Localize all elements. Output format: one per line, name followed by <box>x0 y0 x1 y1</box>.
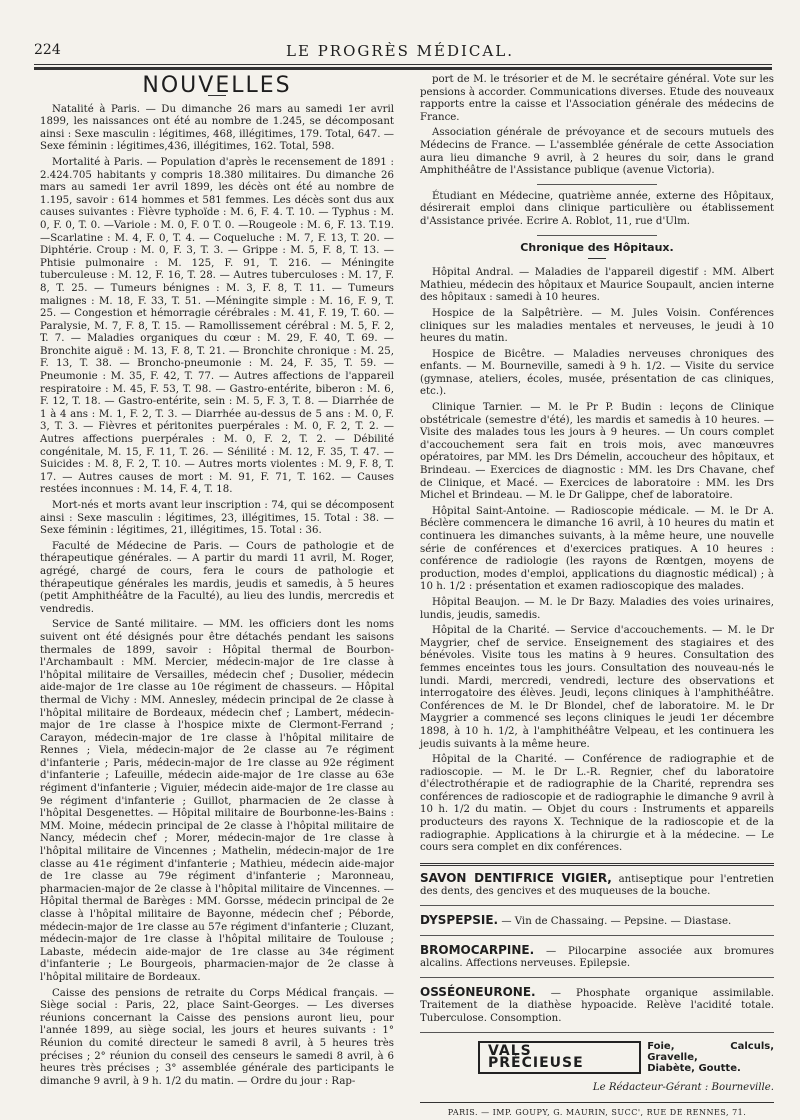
title-dash <box>588 258 606 259</box>
right-column <box>420 74 774 1118</box>
chronique-item: Clinique Tarnier. — M. le Pr P. Budin : leçons de Clinique obstétricale (semestre d'été), les mardis et samedis à 10 heures. — Visite des malades tous les jours à 9 heures. — Un cours complet d'accouchement sera fait en trois mois, avec manœuvres opératoires, par MM. les Drs Démelin, accoucheur des hôpitaux, et Brindeau. — Exercices de diagnostic : MM. les Drs Chavane, chef de Clinique, et Macé. — Exercices de laboratoire : MM. les Drs Michel et Brindeau. — M. le Dr Galippe, chef de laboratoire. <box>420 402 774 502</box>
ad-dyspepsie <box>420 914 774 936</box>
paragraph-natalite: Natalité à Paris. — Du dimanche 26 mars au samedi 1er avril 1899, les naissances ont été au nombre de 1.245, se décomposant ainsi : Sexe masculin : légitimes, 468, illégitimes, 179. Total, 647. — Sexe féminin : légitimes,436, illégitimes, 162. Total, 598. <box>40 103 394 153</box>
page-header <box>0 42 800 62</box>
chronique-item: Hôpital Beaujon. — M. le Dr Bazy. Maladies des voies urinaires, lundis, jeudis, samedis. <box>420 596 774 621</box>
redacteur-gerant: Le Rédacteur-Gérant : Bourneville. <box>592 1081 774 1093</box>
journal-title: LE PROGRÈS MÉDICAL. <box>286 42 514 60</box>
paragraph-mortalite: Mortalité à Paris. — Population d'après le recensement de 1891 : 2.424.705 habitants y compris 18.380 militaires. Du dimanche 26 mars au samedi 1er avril 1899, les décès ont été au nombre de 1.195, savoir : 614 hommes et 581 femmes. Les décès sont dus aux causes suivantes : Fièvre typhoïde : M. 6, F. 4. T. 10. — Typhus : M. 0, F. 0, T. 0. —Variole : M. 0, F. 0 T. 0. —Rougeole : M. 6, F. 13. T.19.—Scarlatine : M. 4, F. 0, T. 4. — Coqueluche : M. 7, F. 13, T. 20. — Diphtérie. Croup : M. 0, F. 3, T. 3. — Grippe : M. 5, F. 8, T. 13. — Phtisie pulmonaire : M. 125, F. 91, T. 216. — Méningite tuberculeuse : M. 12, F. 16, T. 28. — Autres tuberculoses : M. 17, F. 8, T. 25. — Tumeurs bénignes : M. 3, F. 8, T. 11. — Tumeurs malignes : M. 18, F. 33, T. 51. —Méningite simple : M. 16, F. 9, T. 25. — Congestion et hémorragie cérébrales : M. 41, F. 19, T. 60. — Paralysie, M. 7, F. 8, T. 15. — Ramollissement cérébral : M. 5, F. 2, T. 7. — Maladies organiques du cœur : M. 29, F. 40, T. 69. — Bronchite aiguë : M. 13, F. 8, T. 21. — Bronchite chronique : M. 25, F. 13, T. 38. — Broncho-pneumonie : M. 24, F. 35, T. 59. — Pneumonie : M. 35, F. 42, T. 77. — Autres affections de l'appareil respiratoire : M. 45, F. 53, T. 98. — Gastro-entérite, biberon : M. 6, F. 12, T. 18. — Gastro-entérite, sein : M. 5, F. 3, T. 8. — Diarrhée de 1 à 4 ans : M. 1, F. 2, T. 3. — Diarrhée au-dessus de 5 ans : M. 0, F. 3, T. 3. — Fièvres et péritonites puerpérales : M. 0, F. 2, T. 2. — Autres affections puerpérales : M. 0, F. 2, T. 2. — Débilité congénitale, M. 15, F. 11, T. 26. — Sénilité : M. 12, F. 35, T. 47. — Suicides : M. 8, F. 2, T. 10. — Autres morts violentes : M. 9, F. 8, T. 17. — Autres causes de mort : M. 91, F. 71, T. 162. — Causes restées inconnues : M. 14, F. 4, T. 18. <box>40 156 394 496</box>
header-rule-thick <box>34 67 772 70</box>
ad-name: BROMOCARPINE. <box>420 942 535 957</box>
chronique-item: Hôpital Saint-Antoine. — Radioscopie médicale. — M. le Dr A. Béclère commencera le dimanche 16 avril, à 10 heures du matin et continuera les dimanches suivants, à la même heure, une nouvelle série de conférences et d'exercices pratiques. A 10 heures : conférence de radiologie (les rayons de Rœntgen, moyens de production, modes d'emploi, applications du diagnostic médical) ; à 10 h. 1/2 : présentation et examen radioscopique des malades. <box>420 505 774 593</box>
ad-divider <box>420 1032 774 1033</box>
paragraph-continuation: port de M. le trésorier et de M. le secrétaire général. Vote sur les pensions à accorder. Communications diverses. Etude des nouveaux rapports entre la caisse et l'Association générale des médecins de France. <box>420 74 774 123</box>
vals-logo: VALS PRÉCIEUSE <box>478 1041 641 1074</box>
chronique-item: Hôpital de la Charité. — Conférence de radiographie et de radioscopie. — M. le Dr L.-R. Regnier, chef du laboratoire d'électrothérapie et de radiographie de la Charité, reprendra ses conférences de radioscopie et de radiographie le dimanche 9 avril à 10 h. 1/2 du matin. — Objet du cours : Instruments et appareils producteurs des rayons X. Technique de la radioscopie et de la radiographie. Applications à la chirurgie et à la médecine. — Le cours sera complet en dix conférences. <box>420 754 774 854</box>
ad-osseoneurone <box>420 986 774 1033</box>
vals-line2: Diabète, Goutte. <box>647 1062 741 1074</box>
ad-divider <box>420 905 774 906</box>
chronique-item: Hospice de Bicêtre. — Maladies nerveuses chroniques des enfants. — M. Bourneville, samedi à 9 h. 1/2. — Visite du service (gymnase, ateliers, écoles, musée, présentation de cas cliniques, etc.). <box>420 348 774 398</box>
separator <box>537 184 657 185</box>
ad-divider <box>420 935 774 936</box>
section-title: NOUVELLES <box>142 73 292 98</box>
ad-savon <box>420 872 774 906</box>
ad-name: SAVON DENTIFRICE VIGIER, <box>420 870 612 885</box>
paragraph-faculte: Faculté de Médecine de Paris. — Cours de pathologie et de thérapeutique générales. — A partir du mardi 11 avril, M. Roger, agrégé, chargé de cours, fera le cours de pathologie et thérapeutique générales les mardis, jeudis et samedis, à 5 heures (petit Amphithéâtre de la Faculté), au lieu des lundis, mercredis et vendredis. <box>40 540 394 615</box>
left-column <box>40 73 394 1087</box>
paragraph-service-sante: Service de Santé militaire. — MM. les officiers dont les noms suivent ont été désignés pour être détachés pendant les saisons thermales de 1899, savoir : Hôpital thermal de Bourbon-l'Archambault : MM. Mercier, médecin-major de 1re classe à l'hôpital militaire de Versailles, médecin chef ; Dusolier, médecin aide-major de 1re classe au 10e régiment de chasseurs. — Hôpital thermal de Vichy : MM. Annesley, médecin principal de 2e classe à l'hôpital militaire de Bordeaux, médecin chef ; Lambert, médecin-major de 1re classe à l'hospice mixte de Clermont-Ferrand ; Carayon, médecin-major de 1re classe à l'hôpital militaire de Rennes ; Viela, médecin-major de 2e classe au 7e régiment d'infanterie ; Paris, médecin-major de 1re classe au 92e régiment d'infanterie ; Lafeuille, médecin aide-major de 1re classe au 63e régiment d'infanterie ; Viguier, médecin aide-major de 1re classe au 9e régiment d'infanterie ; Guillot, pharmacien de 2e classe à l'hôpital Desgenettes. — Hôpital militaire de Bourbonne-les-Bains : MM. Moine, médecin principal de 2e classe à l'hôpital militaire de Nancy, médecin chef ; Morer, médecin-major de 1re classe à l'hôpital militaire de Vincennes ; Mathelin, médecin-major de 1re classe au 41e régiment d'infanterie ; Mathieu, médecin aide-major de 1re classe au 79e régiment d'infanterie ; Maronneau, pharmacien-major de 2e classe à l'hôpital militaire de Vincennes. — Hôpital thermal de Barèges : MM. Gorsse, médecin principal de 2e classe à l'hôpital militaire de Bayonne, médecin chef ; Péborde, médecin-major de 1re classe au 57e régiment d'infanterie ; Cluzant, médecin-major de 1re classe à l'hôpital militaire de Toulouse ; Labaste, médecin aide-major de 1re classe au 34e régiment d'infanterie ; Le Bourgeois, pharmacien-major de 2e classe à l'hôpital militaire de Bordeaux. <box>40 619 394 983</box>
paragraph-caisse-pensions: Caisse des pensions de retraite du Corps Médical français. — Siège social : Paris, 22, place Saint-Georges. — Les diverses réunions concernant la Caisse des pensions auront lieu, pour l'année 1899, au siège social, les jours et heures suivants : 1° Réunion du comité directeur le samedi 8 avril, à 5 heures très précises ; 2° réunion du conseil des censeurs le samedi 8 avril, à 6 heures très précises ; 3° assemblée générale des participants le dimanche 9 avril, à 9 h. 1/2 du matin. — Ordre du jour : Rap- <box>40 987 394 1087</box>
notice-etudiant: Étudiant en Médecine, quatrième année, externe des Hôpitaux, désirerait emploi dans clinique particulière ou établissement d'Assistance privée. Ecrire A. Roblot, 11, rue d'Ulm. <box>420 190 774 227</box>
ad-text: — Vin de Chassaing. — Pepsine. — Diastase. <box>501 916 732 928</box>
chronique-title: Chronique des Hôpitaux. <box>520 240 674 254</box>
advertisements <box>420 863 774 1074</box>
paragraph-mort-nes: Mort-nés et morts avant leur inscription : 74, qui se décomposent ainsi : Sexe masculin : légitimes, 23, illégitimes, 15. Total : 38. — Sexe féminin : légitimes, 21, illégitimes, 15. Total : 36. <box>40 500 394 537</box>
vals-line1: Foie, Calculs, Gravelle, <box>647 1040 774 1063</box>
separator <box>537 235 657 236</box>
chronique-item: Hôpital Andral. — Maladies de l'appareil digestif : MM. Albert Mathieu, médecin des hôpitaux et Maurice Soupault, ancien interne des hôpitaux : samedi à 10 heures. <box>420 267 774 304</box>
header-rule <box>34 64 772 65</box>
ad-name: OSSÉONEURONE. <box>420 984 536 999</box>
imprint: PARIS. — IMP. GOUPY, G. MAURIN, SUCC', RUE DE RENNES, 71. <box>420 1102 774 1120</box>
ad-vals <box>420 1041 774 1074</box>
ad-text: antiseptique pour l'entretien des dents, des gencives et des muqueuses de la bouche. <box>420 873 774 898</box>
chronique-item: Hospice de la Salpêtrière. — M. Jules Voisin. Conférences cliniques sur les maladies mentales et nerveuses, le jeudi à 10 heures du matin. <box>420 307 774 345</box>
ad-text: — Phosphate organique assimilable. Traitement de la diathèse hypoacide. Relève l'acidité totale. Tuberculose. Consomption. <box>420 987 774 1024</box>
paragraph-association: Association générale de prévoyance et de secours mutuels des Médecins de France. — L'assemblée générale de cette Association aura lieu dimanche 9 avril, à 2 heures du soir, dans le grand Amphithéâtre de l'Assistance publique (avenue Victoria). <box>420 127 774 177</box>
ad-text: — Pilocarpine associée aux bromures alcalins. Affections nerveuses. Epilepsie. <box>420 945 774 970</box>
vals-indications <box>647 1041 774 1074</box>
ad-bromocarpine <box>420 944 774 978</box>
ad-name: DYSPEPSIE. <box>420 913 499 928</box>
chronique-item: Hôpital de la Charité. — Service d'accouchements. — M. le Dr Maygrier, chef de service. Enseignement des stagiaires et des bénévoles. Visite tous les matins à 9 heures. Consultation des femmes enceintes tous les jours. Consultation des nouveau-nés le lundi. Mardi, mercredi, vendredi, lecture des observations et interrogatoire des élèves. Jeudi, leçons cliniques à l'amphithéâtre. Conférences de M. le Dr Blondel, chef de laboratoire. M. le Dr Maygrier a commencé ses leçons cliniques le jeudi 1er décembre 1898, à 10 h. 1/2, à l'amphithéâtre Velpeau, et les continuera les jeudis suivants à la même heure. <box>420 625 774 750</box>
page-number: 224 <box>34 42 61 58</box>
ad-divider <box>420 977 774 978</box>
